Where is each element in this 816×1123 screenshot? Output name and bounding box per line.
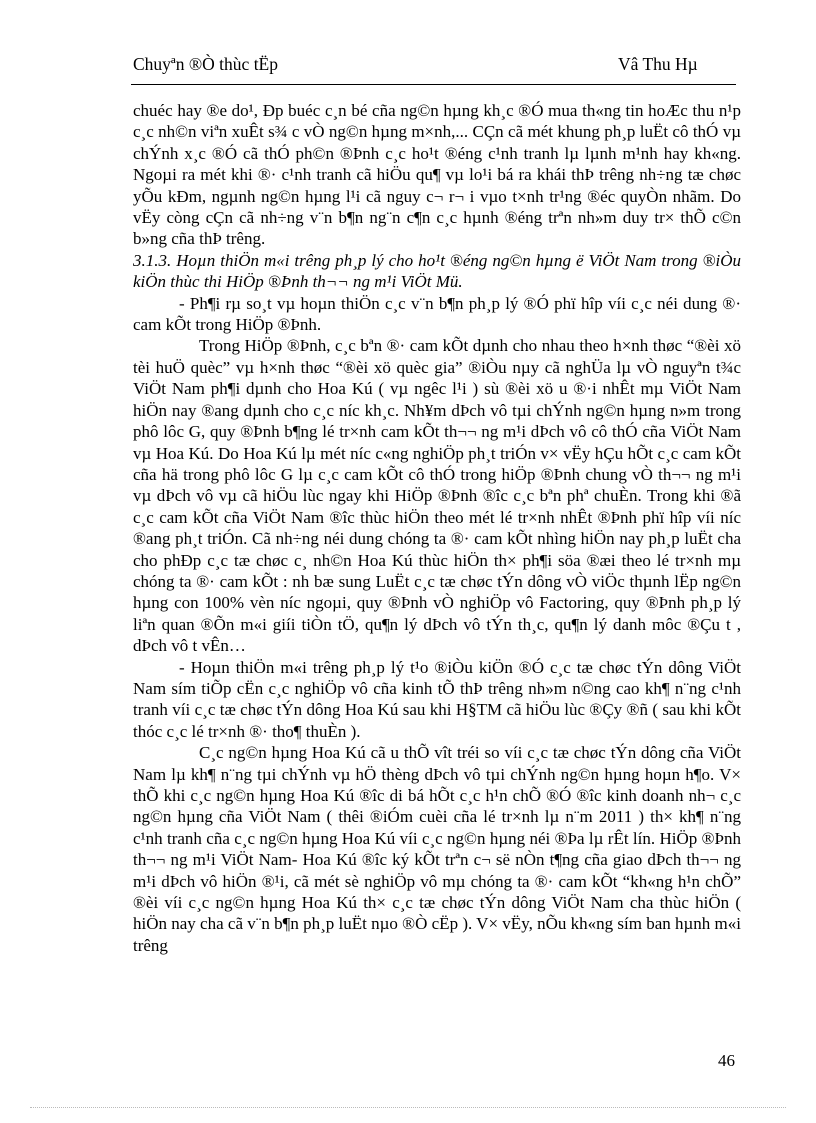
header-author: Vâ Thu Hµ: [618, 54, 698, 74]
paragraph: - Ph¶i rµ so¸t vµ hoµn thiÖn c¸c v¨n b¶n ph¸p lý ®Ó phï hîp víi c¸c néi dung ®· cam kÕt trong HiÖp ®Þnh.: [133, 293, 741, 335]
footer-divider: [30, 1107, 786, 1108]
paragraph: chuéc hay ®e do¹, Ðp buéc c¸n bé cña ng©n hµng kh¸c ®Ó mua th«ng tin hoÆc thu n¹p c¸c nh©n viªn xuÊt s¾ c vÒ ng©n hµng m×nh,... CÇn cã mét khung ph¸p luËt cô thÓ vµ chÝnh x¸c ®Ó cã thÓ ph©n ®Þnh c¸c ho¹t ®éng c¹nh tranh lµ lµnh m¹nh hay kh«ng. Ngoµi ra mét khi ®· c¹nh tranh cã hiÖu qu¶ vµ lo¹i bá ra khái thÞ trêng nh÷ng tæ chøc yÕu kÐm, ngµnh ng©n hµng l¹i cã nguy c¬ r¬ i vµo t×nh tr¹ng ®éc quyÒn nhãm. Do vËy còng cÇn cã nh÷ng v¨n b¶n ng¨n c¶n c¸c hµnh ®éng trªn nh»m duy tr× thÕ c©n b»ng cña thÞ trêng.: [133, 101, 741, 249]
paragraph: Trong HiÖp ®Þnh, c¸c bªn ®· cam kÕt dµnh cho nhau theo h×nh thøc “®èi xö tèi huÖ quèc” vµ h×nh thøc “®èi xö quèc gia” ®iÒu nµy cã nghÜa lµ vÒ nguyªn t¾c ViÖt Nam ph¶i dµnh cho Hoa Kú ( vµ ngêc l¹i ) sù ®èi xö u ®·i nhÊt mµ ViÖt Nam hiÖn nay ®ang dµnh cho c¸c níc kh¸c. Nh¥m dÞch vô tµi chÝnh ng©n hµng n»m trong phô lôc G, quy ®Þnh b¶ng lé tr×nh cam kÕt th¬¬ ng m¹i dÞch vô cô thÓ cña ViÖt Nam vµ Hoa Kú. Do Hoa Kú lµ mét níc c«ng nghiÖp ph¸t triÓn v× vËy hÇu hÕt c¸c cam kÕt cña hä trong phô lôc G lµ c¸c cam kÕt cô thÓ trong hiÖp ®Þnh chung vÒ th¬¬ ng m¹i vµ dÞch vô vµ cã hiÖu lùc ngay khi HiÖp ®Þnh ®îc c¸c bªn phª chuÈn. Trong khi ®ã c¸c cam kÕt cña ViÖt Nam ®îc thùc hiÖn theo mét lé tr×nh nhÊt ®Þnh phï hîp víi níc ®ang ph¸t triÓn. Cã nh÷ng néi dung chóng ta ®· cam kÕt nhìng hiÖn nay ph¸p luËt cha cho phÐp c¸c tæ chøc c¸ nh©n Hoa Kú thùc hiÖn th× ph¶i söa ®æi theo lé tr×nh mµ chóng ta ®· cam kÕt : nh bæ sung LuËt c¸c tæ chøc tÝn dông vÒ viÖc thµnh lËp ng©n hµng con 100% vèn níc ngoµi, quy ®Þnh vÒ nghiÖp vô Factoring, quy ®Þnh ph¸p lý liªn quan ®Õn m«i giíi tiÒn tÖ, qu¶n lý dÞch vô tÝn th¸c, qu¶n lý danh môc ®Çu t , dÞch vô t vÊn…: [133, 336, 741, 656]
paragraph: - Hoµn thiÖn m«i trêng ph¸p lý t¹o ®iÒu kiÖn ®Ó c¸c tæ chøc tÝn dông ViÖt Nam sím tiÕp cËn c¸c nghiÖp vô cña kinh tÕ thÞ trêng nh»m n©ng cao kh¶ n¨ng c¹nh tranh víi c¸c tæ chøc tÝn dông Hoa Kú sau khi H§TM cã hiÖu lùc ®Çy ®ñ ( sau khi kÕt thóc c¸c lé tr×nh ®· tho¶ thuÈn ).: [133, 657, 741, 741]
page-number: 46: [718, 1051, 735, 1070]
section-heading: 3.1.3. Hoµn thiÖn m«i trêng ph¸p lý cho ho¹t ®éng ng©n hµng ë ViÖt Nam trong ®iÒu kiÖn thùc thi HiÖp ®Þnh th¬¬ ng m¹i ViÖt Mü.: [133, 250, 741, 292]
header-title: Chuyªn ®Ò thùc tËp: [133, 54, 278, 74]
body-text: [133, 100, 741, 956]
header-divider: [131, 84, 736, 85]
paragraph: C¸c ng©n hµng Hoa Kú cã u thÕ vît tréi so víi c¸c tæ chøc tÝn dông cña ViÖt Nam lµ kh¶ n¨ng tµi chÝnh vµ hÖ thèng dÞch vô tµi chÝnh ng©n hµng hoµn h¶o. V× thÕ khi c¸c ng©n hµng Hoa Kú ®îc di bá hÕt c¸c h¹n chÕ ®Ó ®îc kinh doanh nh¬ c¸c ng©n hµng cña ViÖt Nam ( thêi ®iÓm cuèi cña lé tr×nh lµ n¨m 2011 ) th× kh¶ n¨ng c¹nh tranh cña c¸c ng©n hµng Hoa Kú víi c¸c ng©n hµng néi ®Þa lµ rÊt lín. HiÖp ®Þnh th¬¬ ng m¹i ViÖt Nam- Hoa Kú ®îc ký kÕt trªn c¬ së nÒn t¶ng cña giao dÞch th¬¬ ng m¹i dÞch vô hiÖn ®¹i, cã mét sè nghiÖp vô mµ chóng ta ®· cam kÕt “kh«ng h¹n chÕ” ®èi víi c¸c ng©n hµng Hoa Kú th× c¸c tæ chøc tÝn dông ViÖt Nam cha thùc hiÖn ( hiÖn nay cha cã v¨n b¶n ph¸p luËt nµo ®Ò cËp ). V× vËy, nÕu kh«ng sím ban hµnh m«i trêng: [133, 743, 741, 955]
